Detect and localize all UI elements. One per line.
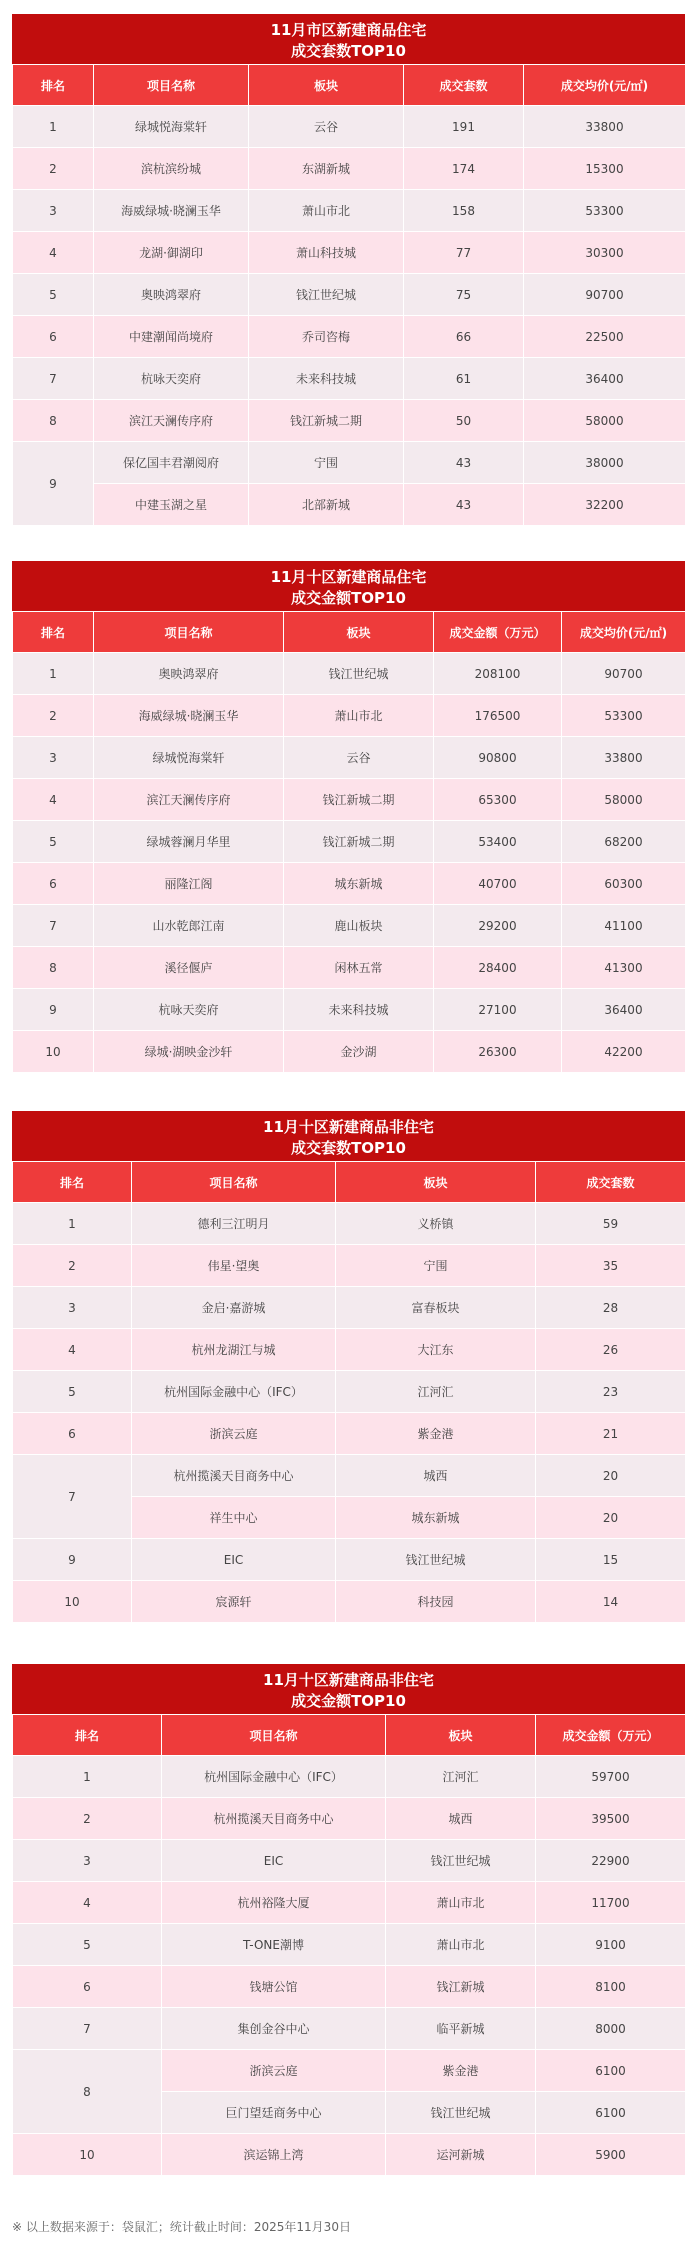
header-project-name: 项目名称 [94, 612, 284, 653]
rank-cell: 6 [13, 1413, 132, 1455]
deal-count-cell: 26 [536, 1329, 686, 1371]
table-row [13, 232, 686, 274]
table-row [13, 695, 686, 737]
deal-amount-cell: 8000 [536, 2008, 686, 2050]
table-row [13, 190, 686, 232]
block-cell: 鹿山板块 [284, 905, 434, 947]
rank-cell: 3 [13, 1840, 162, 1882]
block-cell: 城东新城 [284, 863, 434, 905]
table2-section [12, 561, 685, 1073]
deal-amount-cell: 11700 [536, 1882, 686, 1924]
table4 [12, 1714, 686, 2176]
rank-cell: 6 [13, 863, 94, 905]
deal-count-cell: 20 [536, 1455, 686, 1497]
avg-price-cell: 58000 [524, 400, 686, 442]
project-name-cell: 滨江天澜传序府 [94, 779, 284, 821]
table-row [13, 863, 686, 905]
table-row [13, 1882, 686, 1924]
deal-amount-cell: 8100 [536, 1966, 686, 2008]
avg-price-cell: 32200 [524, 484, 686, 526]
project-name-cell: 宸源轩 [132, 1581, 336, 1623]
block-cell: 钱江新城二期 [249, 400, 404, 442]
header-project-name: 项目名称 [94, 65, 249, 106]
deal-amount-cell: 65300 [434, 779, 562, 821]
block-cell: 钱江新城 [386, 1966, 536, 2008]
block-cell: 科技园 [336, 1581, 536, 1623]
deal-count-cell: 191 [404, 106, 524, 148]
block-cell: 义桥镇 [336, 1203, 536, 1245]
header-project-name: 项目名称 [162, 1715, 386, 1756]
deal-count-cell: 50 [404, 400, 524, 442]
avg-price-cell: 36400 [562, 989, 686, 1031]
source-footnote: ※ 以上数据来源于：袋鼠汇；统计截止时间：2025年11月30日 [12, 2220, 351, 2234]
rank-cell: 7 [13, 2008, 162, 2050]
table-row [13, 1756, 686, 1798]
avg-price-cell: 90700 [524, 274, 686, 316]
table1-title [12, 14, 685, 64]
block-cell: 富春板块 [336, 1287, 536, 1329]
rank-cell: 5 [13, 821, 94, 863]
rank-cell: 1 [13, 653, 94, 695]
table-row [13, 148, 686, 190]
block-cell: 运河新城 [386, 2134, 536, 2176]
project-name-cell: 溪径偃庐 [94, 947, 284, 989]
deal-count-cell: 66 [404, 316, 524, 358]
rank-cell: 5 [13, 1371, 132, 1413]
rank-cell: 7 [13, 358, 94, 400]
project-name-cell: 浙滨云庭 [162, 2050, 386, 2092]
deal-count-cell: 75 [404, 274, 524, 316]
block-cell: 城西 [336, 1455, 536, 1497]
block-cell: 钱江世纪城 [249, 274, 404, 316]
table-row [13, 1031, 686, 1073]
table2-title-line2: 成交金额TOP10 [291, 589, 406, 607]
deal-amount-cell: 176500 [434, 695, 562, 737]
project-name-cell: EIC [162, 1840, 386, 1882]
project-name-cell: 浙滨云庭 [132, 1413, 336, 1455]
block-cell: 宁围 [336, 1245, 536, 1287]
block-cell: 乔司咨梅 [249, 316, 404, 358]
project-name-cell: T-ONE潮博 [162, 1924, 386, 1966]
table-row [13, 1966, 686, 2008]
table1-section [12, 14, 685, 526]
table-row [13, 358, 686, 400]
header-rank: 排名 [13, 1162, 132, 1203]
deal-count-cell: 21 [536, 1413, 686, 1455]
block-cell: 钱江世纪城 [386, 2092, 536, 2134]
project-name-cell: 滨江天澜传序府 [94, 400, 249, 442]
block-cell: 钱江世纪城 [284, 653, 434, 695]
rank-cell: 1 [13, 1203, 132, 1245]
block-cell: 宁围 [249, 442, 404, 484]
deal-count-cell: 15 [536, 1539, 686, 1581]
table-row [13, 947, 686, 989]
avg-price-cell: 60300 [562, 863, 686, 905]
deal-amount-cell: 29200 [434, 905, 562, 947]
project-name-cell: 绿城悦海棠轩 [94, 737, 284, 779]
block-cell: 金沙湖 [284, 1031, 434, 1073]
deal-amount-cell: 26300 [434, 1031, 562, 1073]
deal-amount-cell: 27100 [434, 989, 562, 1031]
deal-amount-cell: 59700 [536, 1756, 686, 1798]
avg-price-cell: 41300 [562, 947, 686, 989]
project-name-cell: 绿城·湖映金沙轩 [94, 1031, 284, 1073]
deal-count-cell: 61 [404, 358, 524, 400]
rank-cell: 8 [13, 400, 94, 442]
block-cell: 钱江新城二期 [284, 779, 434, 821]
rank-cell: 10 [13, 1581, 132, 1623]
deal-count-cell: 35 [536, 1245, 686, 1287]
table3-title-line1: 11月十区新建商品非住宅 [263, 1118, 434, 1136]
block-cell: 萧山市北 [284, 695, 434, 737]
project-name-cell: 杭州国际金融中心（IFC） [162, 1756, 386, 1798]
rank-cell: 7 [13, 905, 94, 947]
table-row [13, 442, 686, 484]
table3-title [12, 1111, 685, 1161]
table-row [13, 1455, 686, 1497]
deal-count-cell: 23 [536, 1371, 686, 1413]
block-cell: 萧山市北 [386, 1882, 536, 1924]
block-cell: 萧山市北 [386, 1924, 536, 1966]
project-name-cell: EIC [132, 1539, 336, 1581]
project-name-cell: 绿城悦海棠轩 [94, 106, 249, 148]
table-row [13, 1798, 686, 1840]
header-deal-amount: 成交金额（万元） [536, 1715, 686, 1756]
project-name-cell: 伟星·望奥 [132, 1245, 336, 1287]
block-cell: 紫金港 [336, 1413, 536, 1455]
table1-title-line1: 11月市区新建商品住宅 [270, 21, 427, 39]
header-project-name: 项目名称 [132, 1162, 336, 1203]
block-cell: 江河汇 [386, 1756, 536, 1798]
table2-header-row [13, 612, 686, 653]
table2 [12, 611, 686, 1073]
table3-header-row [13, 1162, 686, 1203]
block-cell: 城西 [386, 1798, 536, 1840]
header-deal-count: 成交套数 [404, 65, 524, 106]
rank-cell: 2 [13, 695, 94, 737]
rank-cell: 9 [13, 442, 94, 526]
block-cell: 临平新城 [386, 2008, 536, 2050]
project-name-cell: 海威绿城·晓澜玉华 [94, 695, 284, 737]
table-row [13, 1539, 686, 1581]
rank-cell: 5 [13, 274, 94, 316]
block-cell: 北部新城 [249, 484, 404, 526]
project-name-cell: 祥生中心 [132, 1497, 336, 1539]
block-cell: 萧山科技城 [249, 232, 404, 274]
deal-amount-cell: 6100 [536, 2092, 686, 2134]
project-name-cell: 海威绿城·晓澜玉华 [94, 190, 249, 232]
deal-count-cell: 20 [536, 1497, 686, 1539]
avg-price-cell: 38000 [524, 442, 686, 484]
rank-cell: 10 [13, 1031, 94, 1073]
avg-price-cell: 33800 [562, 737, 686, 779]
project-name-cell: 丽隆江阁 [94, 863, 284, 905]
header-block: 板块 [386, 1715, 536, 1756]
table-row [13, 779, 686, 821]
deal-count-cell: 43 [404, 442, 524, 484]
table1 [12, 64, 686, 526]
header-rank: 排名 [13, 1715, 162, 1756]
rank-cell: 4 [13, 1882, 162, 1924]
deal-amount-cell: 6100 [536, 2050, 686, 2092]
block-cell: 钱江世纪城 [336, 1539, 536, 1581]
table-row [13, 653, 686, 695]
project-name-cell: 中建潮闻尚境府 [94, 316, 249, 358]
header-deal-count: 成交套数 [536, 1162, 686, 1203]
project-name-cell: 滨杭滨纷城 [94, 148, 249, 190]
avg-price-cell: 90700 [562, 653, 686, 695]
project-name-cell: 巨门望廷商务中心 [162, 2092, 386, 2134]
rank-cell: 1 [13, 106, 94, 148]
rank-cell: 6 [13, 1966, 162, 2008]
header-avg-price: 成交均价(元/㎡) [524, 65, 686, 106]
rank-cell: 7 [13, 1455, 132, 1539]
avg-price-cell: 22500 [524, 316, 686, 358]
table-row [13, 2008, 686, 2050]
table1-title-line2: 成交套数TOP10 [291, 42, 406, 60]
rank-cell: 9 [13, 1539, 132, 1581]
avg-price-cell: 53300 [524, 190, 686, 232]
rank-cell: 2 [13, 148, 94, 190]
rank-cell: 1 [13, 1756, 162, 1798]
project-name-cell: 德利三江明月 [132, 1203, 336, 1245]
project-name-cell: 杭咏天奕府 [94, 358, 249, 400]
avg-price-cell: 33800 [524, 106, 686, 148]
project-name-cell: 奥映鸿翠府 [94, 274, 249, 316]
block-cell: 未来科技城 [249, 358, 404, 400]
avg-price-cell: 42200 [562, 1031, 686, 1073]
deal-amount-cell: 53400 [434, 821, 562, 863]
table-row [13, 1840, 686, 1882]
rank-cell: 2 [13, 1798, 162, 1840]
avg-price-cell: 36400 [524, 358, 686, 400]
deal-count-cell: 59 [536, 1203, 686, 1245]
table-row [13, 316, 686, 358]
table-row [13, 2050, 686, 2092]
header-rank: 排名 [13, 65, 94, 106]
block-cell: 闲林五常 [284, 947, 434, 989]
header-block: 板块 [284, 612, 434, 653]
table-row [13, 737, 686, 779]
avg-price-cell: 68200 [562, 821, 686, 863]
deal-amount-cell: 208100 [434, 653, 562, 695]
deal-amount-cell: 22900 [536, 1840, 686, 1882]
block-cell: 城东新城 [336, 1497, 536, 1539]
rank-cell: 5 [13, 1924, 162, 1966]
table-row [13, 821, 686, 863]
table-row [13, 1924, 686, 1966]
block-cell: 萧山市北 [249, 190, 404, 232]
block-cell: 未来科技城 [284, 989, 434, 1031]
deal-count-cell: 174 [404, 148, 524, 190]
header-deal-amount: 成交金额（万元） [434, 612, 562, 653]
project-name-cell: 杭州裕隆大厦 [162, 1882, 386, 1924]
deal-amount-cell: 5900 [536, 2134, 686, 2176]
header-rank: 排名 [13, 612, 94, 653]
block-cell: 钱江新城二期 [284, 821, 434, 863]
table-row [13, 1203, 686, 1245]
project-name-cell: 龙湖·御湖印 [94, 232, 249, 274]
header-block: 板块 [336, 1162, 536, 1203]
block-cell: 江河汇 [336, 1371, 536, 1413]
deal-amount-cell: 90800 [434, 737, 562, 779]
table-row [13, 1245, 686, 1287]
table-row [13, 106, 686, 148]
avg-price-cell: 53300 [562, 695, 686, 737]
project-name-cell: 钱塘公馆 [162, 1966, 386, 2008]
project-name-cell: 杭咏天奕府 [94, 989, 284, 1031]
table3-section [12, 1111, 685, 1623]
rank-cell: 9 [13, 989, 94, 1031]
project-name-cell: 奥映鸿翠府 [94, 653, 284, 695]
rank-cell: 3 [13, 737, 94, 779]
table-row [13, 1329, 686, 1371]
table-row [13, 400, 686, 442]
rank-cell: 2 [13, 1245, 132, 1287]
deal-count-cell: 158 [404, 190, 524, 232]
block-cell: 大江东 [336, 1329, 536, 1371]
block-cell: 钱江世纪城 [386, 1840, 536, 1882]
avg-price-cell: 58000 [562, 779, 686, 821]
deal-count-cell: 77 [404, 232, 524, 274]
table1-header-row [13, 65, 686, 106]
block-cell: 紫金港 [386, 2050, 536, 2092]
table-row [13, 274, 686, 316]
rank-cell: 8 [13, 2050, 162, 2134]
deal-amount-cell: 28400 [434, 947, 562, 989]
table-row [13, 484, 686, 526]
table-row [13, 2134, 686, 2176]
project-name-cell: 滨运锦上湾 [162, 2134, 386, 2176]
project-name-cell: 保亿国丰君潮阅府 [94, 442, 249, 484]
project-name-cell: 山水乾郎江南 [94, 905, 284, 947]
block-cell: 东湖新城 [249, 148, 404, 190]
rank-cell: 3 [13, 190, 94, 232]
table3 [12, 1161, 686, 1623]
rank-cell: 3 [13, 1287, 132, 1329]
deal-count-cell: 43 [404, 484, 524, 526]
project-name-cell: 杭州揽溪天目商务中心 [162, 1798, 386, 1840]
table4-title [12, 1664, 685, 1714]
avg-price-cell: 41100 [562, 905, 686, 947]
table-row [13, 1413, 686, 1455]
project-name-cell: 绿城蓉澜月华里 [94, 821, 284, 863]
avg-price-cell: 30300 [524, 232, 686, 274]
header-block: 板块 [249, 65, 404, 106]
deal-count-cell: 28 [536, 1287, 686, 1329]
project-name-cell: 杭州龙湖江与城 [132, 1329, 336, 1371]
rank-cell: 4 [13, 1329, 132, 1371]
rank-cell: 10 [13, 2134, 162, 2176]
table4-title-line1: 11月十区新建商品非住宅 [263, 1671, 434, 1689]
deal-amount-cell: 40700 [434, 863, 562, 905]
project-name-cell: 杭州揽溪天目商务中心 [132, 1455, 336, 1497]
table-row [13, 1371, 686, 1413]
table3-title-line2: 成交套数TOP10 [291, 1139, 406, 1157]
table-row [13, 1581, 686, 1623]
deal-count-cell: 14 [536, 1581, 686, 1623]
table4-title-line2: 成交金额TOP10 [291, 1692, 406, 1710]
table-row [13, 989, 686, 1031]
project-name-cell: 集创金谷中心 [162, 2008, 386, 2050]
table-row [13, 905, 686, 947]
block-cell: 云谷 [249, 106, 404, 148]
table4-section [12, 1664, 685, 2176]
rank-cell: 4 [13, 779, 94, 821]
table2-title-line1: 11月十区新建商品住宅 [270, 568, 427, 586]
project-name-cell: 金启·嘉游城 [132, 1287, 336, 1329]
rank-cell: 4 [13, 232, 94, 274]
project-name-cell: 杭州国际金融中心（IFC） [132, 1371, 336, 1413]
deal-amount-cell: 9100 [536, 1924, 686, 1966]
table2-title [12, 561, 685, 611]
rank-cell: 6 [13, 316, 94, 358]
avg-price-cell: 15300 [524, 148, 686, 190]
rank-cell: 8 [13, 947, 94, 989]
table-row [13, 1287, 686, 1329]
deal-amount-cell: 39500 [536, 1798, 686, 1840]
project-name-cell: 中建玉湖之星 [94, 484, 249, 526]
header-avg-price: 成交均价(元/㎡) [562, 612, 686, 653]
table4-header-row [13, 1715, 686, 1756]
block-cell: 云谷 [284, 737, 434, 779]
